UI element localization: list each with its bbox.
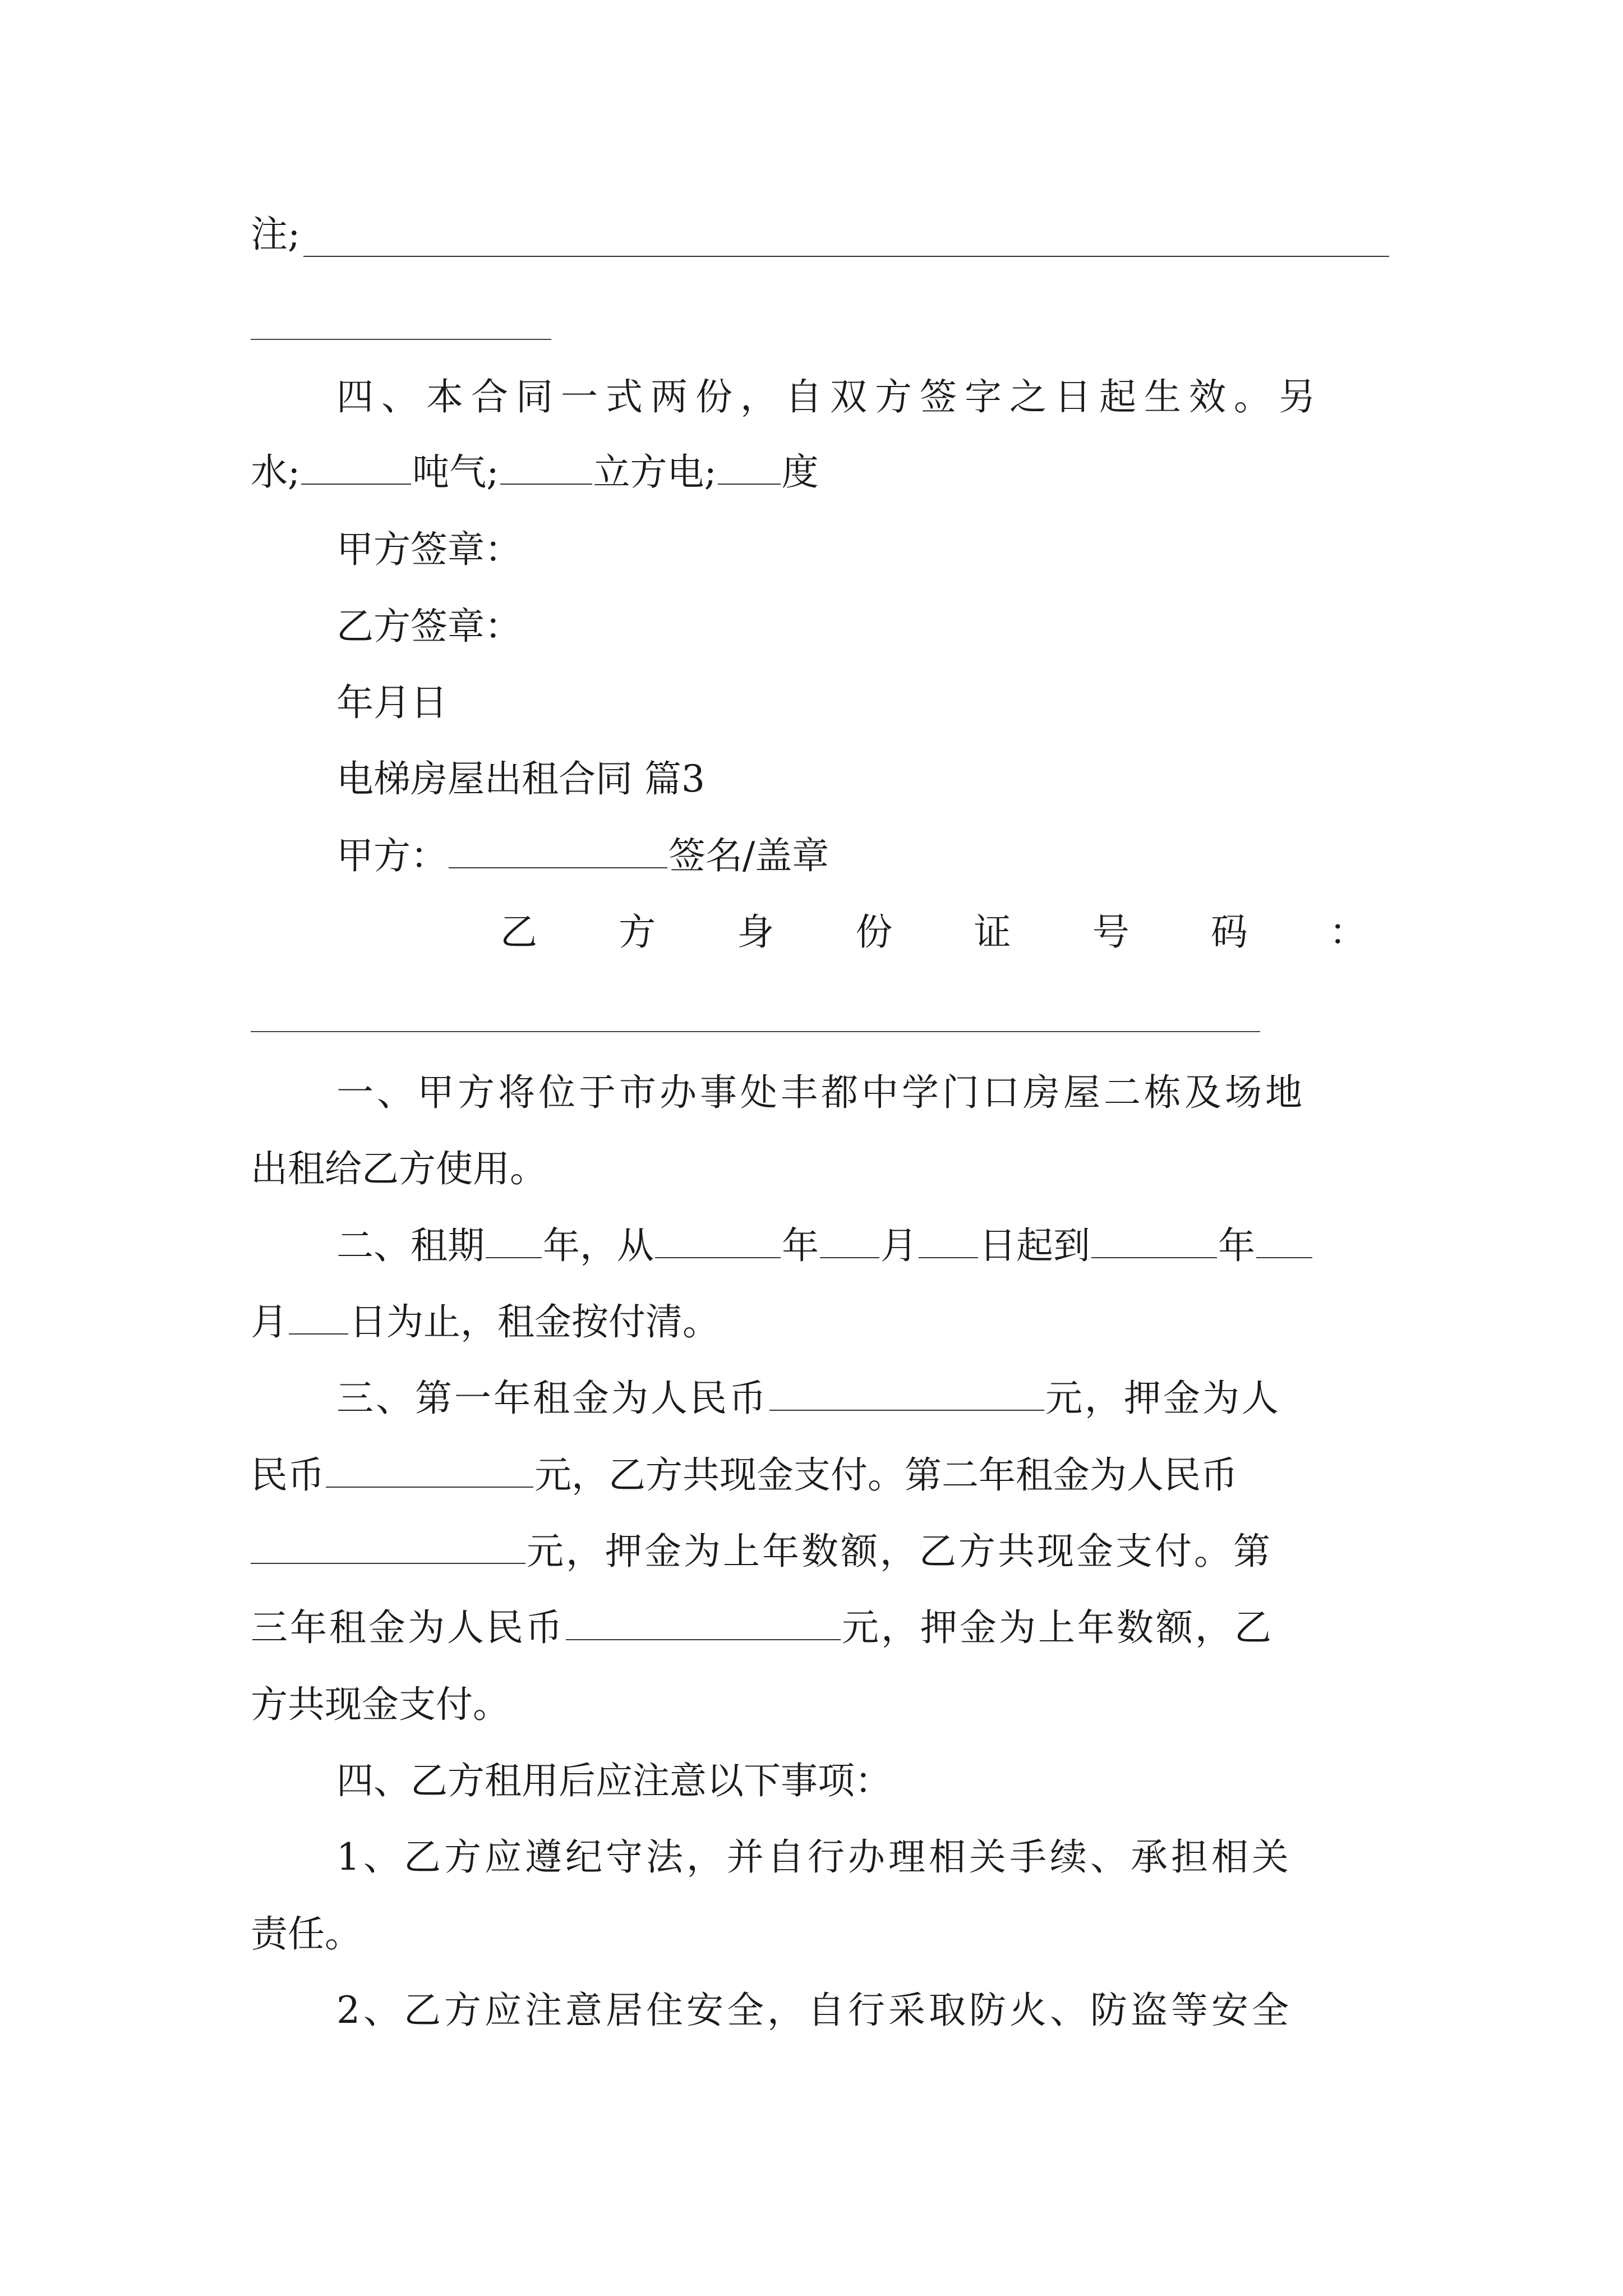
end-month-blank: [1256, 1225, 1312, 1258]
signature-stamp-label: 签名/盖章: [668, 834, 829, 877]
id-char: 码: [1210, 910, 1248, 954]
gas-blank: [500, 451, 592, 485]
first-year-rent-blank: [769, 1377, 1044, 1411]
lease-term-label: 二、租期: [336, 1224, 485, 1267]
clause-three-line-3: [251, 1529, 1389, 1574]
party-a-line: [336, 834, 1389, 878]
month-label: 月: [251, 1300, 288, 1343]
note-blank: [303, 219, 1389, 257]
water-label: 水;: [251, 450, 301, 494]
electricity-blank: [718, 451, 781, 485]
start-day-blank: [919, 1225, 978, 1258]
id-char: 方: [619, 910, 656, 954]
water-blank: [301, 451, 411, 485]
clause-two-line-1: [336, 1223, 1389, 1268]
lease-years-blank: [486, 1225, 542, 1258]
party-a-label: 甲方：: [336, 834, 448, 877]
clause-three-line-1: [336, 1376, 1389, 1421]
id-number-blank: [251, 1031, 1260, 1032]
clause-two-line-2: [251, 1300, 1389, 1345]
clause-one-line-1: [336, 1070, 1389, 1115]
id-char: 乙: [500, 910, 537, 954]
clause-three-line-4: [251, 1605, 1389, 1650]
start-year-blank: [655, 1225, 781, 1258]
third-year-deposit-text: 元，押金为上年数额，乙: [842, 1606, 1274, 1649]
note-line: [251, 212, 1389, 257]
end-year-blank: [1091, 1225, 1217, 1258]
item-1-line-2: 责任。: [251, 1912, 362, 1955]
date-line: 年月日: [336, 681, 448, 724]
id-char: 号: [1092, 910, 1129, 954]
rent-payment-text: 日为止，租金按付清。: [349, 1300, 720, 1343]
gas-label: 吨气;: [412, 450, 499, 494]
clause-four-line-1: [336, 375, 1389, 420]
day-to-label: 日起到: [979, 1224, 1090, 1267]
clause-one-text: 一、甲方将位于市办事处丰都中学门口房屋二栋及场地: [336, 1071, 1306, 1114]
year-label: 年: [782, 1224, 819, 1267]
first-year-rent-label: 三、第一年租金为人民币: [336, 1377, 768, 1420]
party-a-signature: 甲方签章：: [336, 528, 522, 571]
clause-one-line-2: 出租给乙方使用。: [251, 1147, 547, 1190]
clause-three-line-2: [251, 1453, 1389, 1498]
section-title: 电梯房屋出租合同 篇3: [336, 757, 705, 800]
note-label: 注;: [251, 213, 301, 256]
second-year-rent-blank: [251, 1530, 525, 1564]
third-year-rent-label: 三年租金为人民币: [251, 1606, 565, 1649]
degree-label: 度: [781, 450, 819, 494]
rmb-label: 民币: [251, 1453, 325, 1497]
item-1-line-1: 1、乙方应遵纪守法，并自行办理相关手续、承担相关: [336, 1835, 1292, 1879]
second-year-text: 元，乙方共现金支付。第二年租金为人民币: [534, 1453, 1238, 1497]
end-day-blank: [289, 1301, 348, 1335]
third-year-rent-blank: [566, 1607, 841, 1640]
deposit-blank: [326, 1454, 533, 1488]
clause-four-text: 四、本合同一式两份，自双方签字之日起生效。另: [336, 375, 1324, 418]
utility-readings-line: [251, 450, 1389, 495]
party-b-id-line: [500, 910, 1366, 955]
id-char: 份: [855, 910, 893, 954]
party-a-blank: [449, 835, 667, 868]
id-char: 证: [974, 910, 1011, 954]
item-2-line-1: 2、乙方应注意居住安全，自行采取防火、防盗等安全: [336, 1989, 1292, 2032]
party-b-signature: 乙方签章：: [336, 605, 522, 648]
second-year-deposit-text: 元，押金为上年数额，乙方共现金支付。第: [527, 1530, 1272, 1573]
clause-four-heading: 四、乙方租用后应注意以下事项：: [336, 1759, 892, 1802]
month-label: 月: [880, 1224, 917, 1267]
start-month-blank: [820, 1225, 879, 1258]
id-char: 身: [737, 910, 774, 954]
clause-three-line-5: 方共现金支付。: [251, 1683, 510, 1726]
year-from-label: 年，从: [543, 1224, 654, 1267]
note-blank-continuation: [251, 339, 551, 340]
electricity-label: 立方电;: [593, 450, 717, 494]
year-label: 年: [1218, 1224, 1255, 1267]
id-char: ：: [1329, 910, 1366, 954]
deposit-label: 元，押金为人: [1045, 1377, 1281, 1420]
